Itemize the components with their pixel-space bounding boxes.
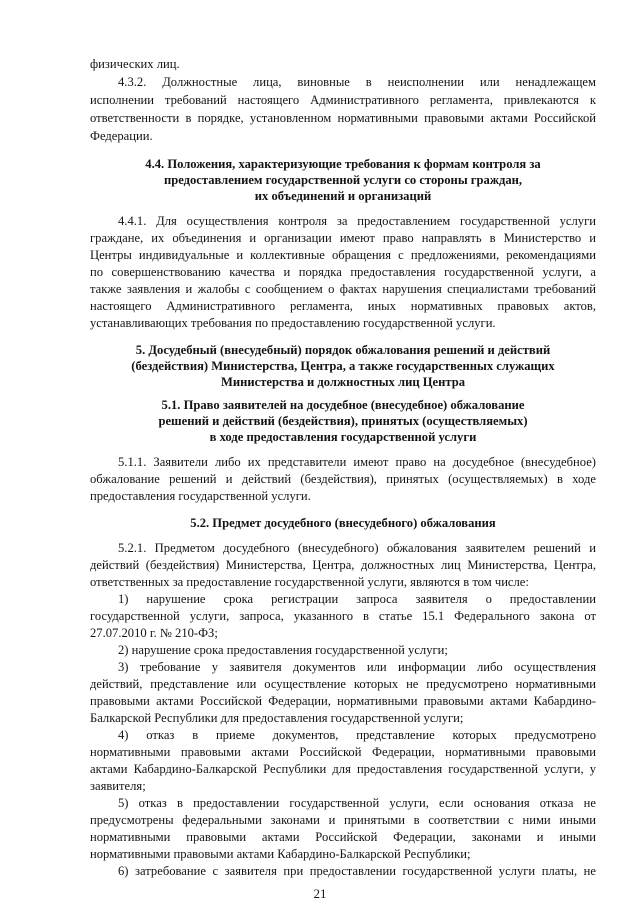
list-item-line: 5) отказ в предоставлении государственной услуги, если основания отказа не [118,796,596,810]
subsection-heading: решений и действий (бездействия), принятых (осуществляемых) [158,414,528,428]
list-item-line: 6) затребование с заявителя при предоставлении государственной услуги платы, не [118,864,596,878]
text-line: ответственных за предоставление государственной услуги, являются в том числе: [90,575,529,589]
section-heading: 5. Досудебный (внесудебный) порядок обжалования решений и действий [135,343,551,357]
text-line: исполнении требований настоящего Административного регламента, привлекаются к [90,93,596,107]
list-item-line: 27.07.2010 г. № 210-ФЗ; [90,626,218,640]
text-line: 5.1.1. Заявители либо их представители имеют право на досудебное (внесудебное) [118,455,596,469]
list-item-line: государственной услуги, запроса, указанного в статье 15.1 Федерального закона от [90,609,596,623]
section-heading: предоставлением государственной услуги со стороны граждан, [163,173,523,187]
subsection-heading: 5.2. Предмет досудебного (внесудебного) обжалования [190,516,496,530]
page-number: 21 [313,886,327,901]
text-line: Федерации. [90,129,153,143]
text-line: ответственности в порядке, установленном нормативными правовыми актами Российской [90,111,596,125]
list-item-line: актами Кабардино-Балкарской Республики для предоставления государственной услуги, у [90,762,596,776]
text-line: 4.3.2. Должностные лица, виновные в неисполнении или ненадлежащем [118,75,596,89]
text-line: по совершенствованию качества и порядка предоставления государственной услуги, а [90,265,596,279]
text-line: 5.2.1. Предметом досудебного (внесудебного) обжалования заявителем решений и [118,541,596,555]
text-line: 4.4.1. Для осуществления контроля за предоставлением государственной услуги [118,214,596,228]
text-line: устанавливающих требования по предоставлению государственной услуги. [90,316,496,330]
list-item-line: правовыми актами Российской Федерации, нормативными правовыми актами Кабардино- [90,694,596,708]
text-line: граждане, их объединения и организации имеют право направлять в Министерство и [90,231,596,245]
list-item-line: предусмотрены федеральными законами и принятыми в соответствии с ними иными [90,813,596,827]
text-line: Центры индивидуальные и коллективные обращения с предложениями, рекомендациями [90,248,596,262]
text-line: действий (бездействия) Министерства, Центра, должностных лиц Министерства, Центра, [90,558,596,572]
list-item-line: нормативными правовыми актами Российской Федерации, нормативными правовыми [90,745,596,759]
list-item-line: 2) нарушение срока предоставления государственной услуги; [118,643,448,657]
text-line: обжалование решений и действий (бездействия), принятых (осуществляемых) в ходе [90,472,596,486]
section-heading: их объединений и организаций [254,189,432,203]
text-line: также заявления и жалобы с сообщением о фактах нарушения специалистами требований [90,282,596,296]
list-item-line: нормативными правовыми актами Российской Федерации, законами и иными [90,830,596,844]
section-heading: Министерства и должностных лиц Центра [220,375,466,389]
list-item-line: действий, представление или осуществление которых не предусмотрено нормативными [90,677,596,691]
section-heading: 4.4. Положения, характеризующие требования к формам контроля за [145,157,541,171]
section-heading: (бездействия) Министерства, Центра, а также государственных служащих [131,359,555,373]
subsection-heading: в ходе предоставления государственной услуги [209,430,477,444]
list-item-line: 1) нарушение срока регистрации запроса заявителя о предоставлении [118,592,596,606]
list-item-line: 4) отказ в приеме документов, представление которых предусмотрено [118,728,596,742]
text-line: предоставления государственной услуги. [90,489,311,503]
subsection-heading: 5.1. Право заявителей на досудебное (внесудебное) обжалование [161,398,525,412]
text-line: настоящего Административного регламента, иных нормативных правовых актов, [90,299,596,313]
text-line: физических лиц. [90,57,180,71]
list-item-line: Балкарской Республики для предоставления государственной услуги; [90,711,464,725]
list-item-line: заявителя; [90,779,146,793]
list-item-line: 3) требование у заявителя документов или информации либо осуществления [118,660,596,674]
list-item-line: нормативными правовыми актами Кабардино-Балкарской Республики; [90,847,471,861]
